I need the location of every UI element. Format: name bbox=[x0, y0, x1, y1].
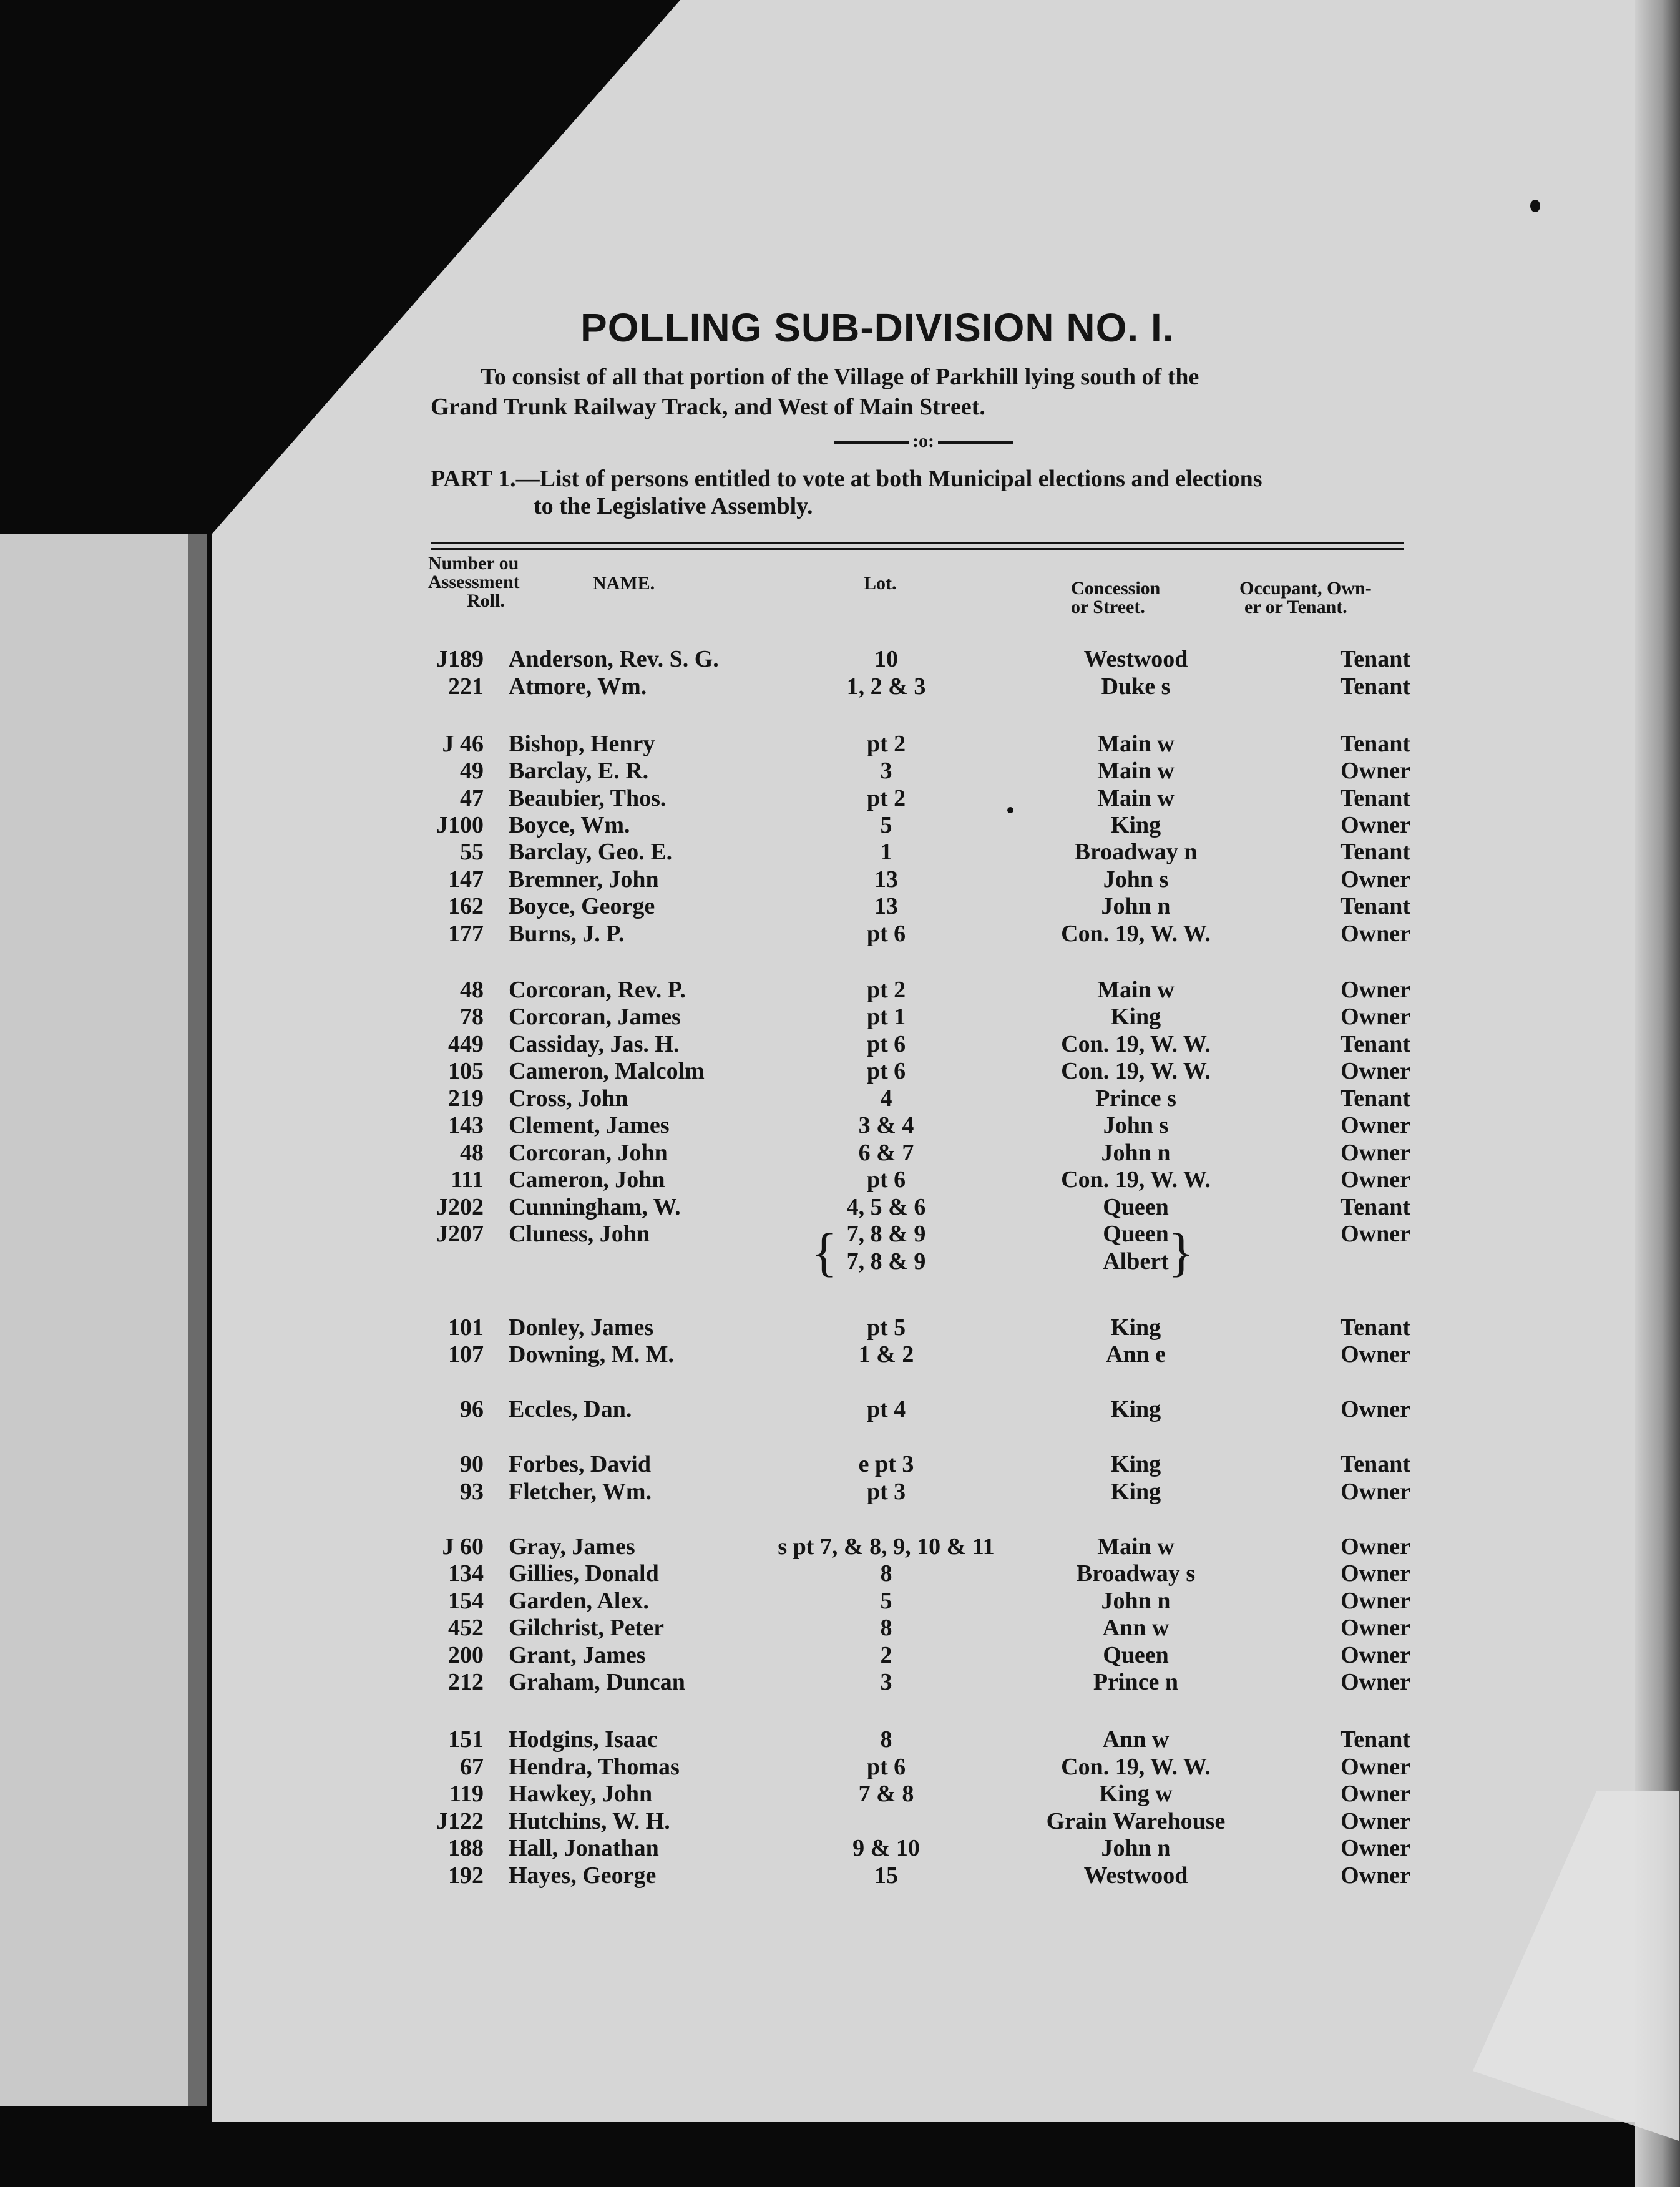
row-occupant: Tenant bbox=[1340, 893, 1410, 919]
row-lot: pt 4 bbox=[866, 1396, 906, 1422]
row-number: J122 bbox=[436, 1808, 484, 1834]
ink-speck bbox=[1530, 200, 1540, 212]
binding-edge bbox=[188, 534, 207, 2106]
row-occupant: Tenant bbox=[1340, 1085, 1410, 1112]
header-number-line-1: Number ou bbox=[428, 553, 519, 574]
row-occupant: Owner bbox=[1341, 1396, 1410, 1422]
row-concession: Main w bbox=[1097, 758, 1175, 784]
row-concession: Ann e bbox=[1105, 1341, 1166, 1367]
row-number: J207 bbox=[436, 1221, 484, 1247]
row-occupant: Owner bbox=[1341, 1479, 1410, 1505]
row-occupant: Owner bbox=[1341, 812, 1410, 838]
row-number: 47 bbox=[460, 785, 484, 811]
row-number: 151 bbox=[448, 1726, 484, 1753]
row-name: Hutchins, W. H. bbox=[509, 1808, 670, 1834]
row-concession: Con. 19, W. W. bbox=[1061, 1754, 1211, 1780]
part-heading bbox=[431, 465, 1423, 520]
row-name: Boyce, Wm. bbox=[509, 812, 630, 838]
row-name: Bremner, John bbox=[509, 866, 659, 893]
row-number: 48 bbox=[460, 977, 484, 1003]
row-lot: pt 6 bbox=[866, 1754, 906, 1780]
row-number: J189 bbox=[436, 646, 484, 672]
row-number: 177 bbox=[448, 921, 484, 947]
row-occupant: Owner bbox=[1341, 1588, 1410, 1614]
header-occupant-line-2: er or Tenant. bbox=[1244, 597, 1347, 617]
row-concession: Westwood bbox=[1083, 1862, 1188, 1889]
row-occupant: Owner bbox=[1341, 1167, 1410, 1193]
row-concession: Duke s bbox=[1101, 673, 1171, 700]
row-lot: 2 bbox=[880, 1642, 892, 1668]
row-lot: pt 5 bbox=[866, 1314, 906, 1341]
row-concession: Con. 19, W. W. bbox=[1061, 921, 1211, 947]
row-occupant: Owner bbox=[1341, 1754, 1410, 1780]
row-number: J 60 bbox=[442, 1534, 484, 1560]
row-number: 96 bbox=[460, 1396, 484, 1422]
header-concession bbox=[1071, 579, 1160, 617]
row-name: Hawkey, John bbox=[509, 1781, 653, 1807]
brace-right: } bbox=[1168, 1222, 1194, 1282]
row-occupant: Tenant bbox=[1340, 731, 1410, 757]
row-number: 48 bbox=[460, 1140, 484, 1166]
row-occupant: Owner bbox=[1341, 1669, 1410, 1695]
row-concession: King bbox=[1110, 1004, 1161, 1030]
row-lot: pt 6 bbox=[866, 1031, 906, 1057]
header-concession-line-1: Concession bbox=[1071, 578, 1161, 599]
row-name: Garden, Alex. bbox=[509, 1588, 649, 1614]
row-number: J 46 bbox=[442, 731, 484, 757]
row-number: 55 bbox=[460, 839, 484, 865]
row-concession: Queen bbox=[1103, 1642, 1169, 1668]
page-subtitle bbox=[431, 362, 1417, 422]
row-number: 192 bbox=[448, 1862, 484, 1889]
row-occupant: Owner bbox=[1341, 1781, 1410, 1807]
row-concession: King w bbox=[1099, 1781, 1173, 1807]
row-concession: Con. 19, W. W. bbox=[1061, 1167, 1211, 1193]
subtitle-line-1: To consist of all that portion of the Village of Parkhill lying south of the bbox=[481, 364, 1199, 390]
header-concession-line-2: or Street. bbox=[1071, 597, 1145, 617]
row-lot: 7 & 8 bbox=[858, 1781, 914, 1807]
row-lot: 3 bbox=[880, 1669, 892, 1695]
part-heading-line-2: to the Legislative Assembly. bbox=[534, 493, 813, 519]
row-name: Hendra, Thomas bbox=[509, 1754, 680, 1780]
row-lot: 3 & 4 bbox=[858, 1112, 914, 1138]
row-occupant: Tenant bbox=[1340, 1031, 1410, 1057]
row-lot: 1 & 2 bbox=[858, 1341, 914, 1367]
row-lot: pt 2 bbox=[866, 785, 906, 811]
row-lot: pt 6 bbox=[866, 1058, 906, 1084]
row-occupant: Tenant bbox=[1340, 1314, 1410, 1341]
row-concession: Broadway n bbox=[1074, 839, 1198, 865]
row-name: Forbes, David bbox=[509, 1451, 651, 1477]
row-concession: Queen bbox=[1103, 1194, 1169, 1220]
row-occupant: Owner bbox=[1341, 1140, 1410, 1166]
row-lot: pt 6 bbox=[866, 921, 906, 947]
row-name: Cunningham, W. bbox=[509, 1194, 681, 1220]
row-lot: pt 6 bbox=[866, 1167, 906, 1193]
row-number: 147 bbox=[448, 866, 484, 893]
back-sheet bbox=[0, 534, 206, 2106]
row-occupant: Tenant bbox=[1340, 673, 1410, 700]
row-lot: 9 & 10 bbox=[852, 1835, 920, 1861]
row-number: 188 bbox=[448, 1835, 484, 1861]
row-lot: 3 bbox=[880, 758, 892, 784]
row-number: 200 bbox=[448, 1642, 484, 1668]
row-name: Bishop, Henry bbox=[509, 731, 655, 757]
row-lot: pt 2 bbox=[866, 977, 906, 1003]
row-occupant: Owner bbox=[1341, 1642, 1410, 1668]
row-name: Clement, James bbox=[509, 1112, 670, 1138]
row-occupant: Owner bbox=[1341, 1560, 1410, 1587]
row-occupant: Owner bbox=[1341, 1862, 1410, 1889]
row-lot: 13 bbox=[874, 866, 898, 893]
row-name: Barclay, E. R. bbox=[509, 758, 649, 784]
double-rule-bottom bbox=[431, 548, 1404, 550]
row-name: Fletcher, Wm. bbox=[509, 1479, 652, 1505]
row-name: Hodgins, Isaac bbox=[509, 1726, 658, 1753]
row-concession: John n bbox=[1101, 1835, 1171, 1861]
row-number: 49 bbox=[460, 758, 484, 784]
row-occupant: Owner bbox=[1341, 1058, 1410, 1084]
row-lot: 13 bbox=[874, 893, 898, 919]
row-name: Gray, James bbox=[509, 1534, 635, 1560]
row-number: J202 bbox=[436, 1194, 484, 1220]
row-concession: Main w bbox=[1097, 977, 1175, 1003]
row-occupant: Tenant bbox=[1340, 1194, 1410, 1220]
row-concession: King bbox=[1110, 812, 1161, 838]
row-occupant: Tenant bbox=[1340, 785, 1410, 811]
row-name: Cassiday, Jas. H. bbox=[509, 1031, 680, 1057]
row-occupant: Owner bbox=[1341, 866, 1410, 893]
row-concession: Prince n bbox=[1093, 1669, 1179, 1695]
row-concession: Main w bbox=[1097, 731, 1175, 757]
row-occupant: Owner bbox=[1341, 1534, 1410, 1560]
row-name: Burns, J. P. bbox=[509, 921, 625, 947]
row-name: Graham, Duncan bbox=[509, 1669, 685, 1695]
row-lot: pt 2 bbox=[866, 731, 906, 757]
row-concession: King bbox=[1110, 1396, 1161, 1422]
row-occupant: Tenant bbox=[1340, 646, 1410, 672]
row-name: Anderson, Rev. S. G. bbox=[509, 646, 719, 672]
row-name: Cameron, Malcolm bbox=[509, 1058, 705, 1084]
row-lot: 7, 8 & 9 bbox=[846, 1248, 926, 1275]
row-name: Cameron, John bbox=[509, 1167, 665, 1193]
row-name: Boyce, George bbox=[509, 893, 655, 919]
row-name: Cluness, John bbox=[509, 1221, 650, 1247]
row-concession: Broadway s bbox=[1076, 1560, 1196, 1587]
row-lot: 15 bbox=[874, 1862, 898, 1889]
row-concession: King bbox=[1110, 1479, 1161, 1505]
row-concession: Westwood bbox=[1083, 646, 1188, 672]
row-number: 67 bbox=[460, 1754, 484, 1780]
row-lot: 8 bbox=[880, 1615, 892, 1641]
row-occupant: Owner bbox=[1341, 1808, 1410, 1834]
row-name: Atmore, Wm. bbox=[509, 673, 647, 700]
row-concession: Con. 19, W. W. bbox=[1061, 1058, 1211, 1084]
row-name: Downing, M. M. bbox=[509, 1341, 674, 1367]
row-number: 93 bbox=[460, 1479, 484, 1505]
row-concession: Ann w bbox=[1102, 1615, 1170, 1641]
row-lot: 7, 8 & 9 bbox=[846, 1221, 926, 1247]
row-concession: John n bbox=[1101, 893, 1171, 919]
row-occupant: Owner bbox=[1341, 1112, 1410, 1138]
row-name: Corcoran, John bbox=[509, 1140, 668, 1166]
row-name: Donley, James bbox=[509, 1314, 654, 1341]
row-occupant: Owner bbox=[1341, 1004, 1410, 1030]
row-name: Hayes, George bbox=[509, 1862, 657, 1889]
row-number: 219 bbox=[448, 1085, 484, 1112]
row-name: Corcoran, James bbox=[509, 1004, 681, 1030]
row-number: 134 bbox=[448, 1560, 484, 1587]
row-lot: pt 1 bbox=[866, 1004, 906, 1030]
header-lot: Lot. bbox=[864, 573, 897, 594]
row-number: 101 bbox=[448, 1314, 484, 1341]
brace-left: { bbox=[811, 1222, 838, 1282]
row-concession: King bbox=[1110, 1314, 1161, 1341]
row-number: 90 bbox=[460, 1451, 484, 1477]
row-concession: Con. 19, W. W. bbox=[1061, 1031, 1211, 1057]
row-lot: 8 bbox=[880, 1726, 892, 1753]
row-number: 212 bbox=[448, 1669, 484, 1695]
row-concession: John s bbox=[1103, 866, 1169, 893]
row-number: 107 bbox=[448, 1341, 484, 1367]
row-name: Corcoran, Rev. P. bbox=[509, 977, 686, 1003]
row-concession: John n bbox=[1101, 1140, 1171, 1166]
row-lot: 4 bbox=[880, 1085, 892, 1112]
row-number: 105 bbox=[448, 1058, 484, 1084]
separator-dash-left bbox=[834, 441, 909, 444]
row-lot: 10 bbox=[874, 646, 898, 672]
header-number-line-3: Roll. bbox=[467, 590, 505, 611]
double-rule-top bbox=[431, 542, 1404, 544]
row-number: J100 bbox=[436, 812, 484, 838]
row-occupant: Owner bbox=[1341, 1221, 1410, 1247]
row-number: 221 bbox=[448, 673, 484, 700]
row-number: 162 bbox=[448, 893, 484, 919]
separator-dash-right bbox=[938, 441, 1013, 444]
row-occupant: Tenant bbox=[1340, 1726, 1410, 1753]
row-lot: 8 bbox=[880, 1560, 892, 1587]
row-lot: 1 bbox=[880, 839, 892, 865]
row-lot: s pt 7, & 8, 9, 10 & 11 bbox=[778, 1534, 995, 1560]
part-heading-line-1: PART 1.—List of persons entitled to vote at both Municipal elections and elections bbox=[431, 466, 1262, 492]
header-number bbox=[428, 554, 520, 610]
row-name: Hall, Jonathan bbox=[509, 1835, 659, 1861]
subtitle-line-2: Grand Trunk Railway Track, and West of Main Street. bbox=[431, 394, 985, 420]
row-number: 143 bbox=[448, 1112, 484, 1138]
header-number-line-2: Assessment bbox=[428, 572, 520, 592]
row-occupant: Owner bbox=[1341, 758, 1410, 784]
row-concession: Main w bbox=[1097, 1534, 1175, 1560]
row-number: 111 bbox=[451, 1167, 484, 1193]
row-lot: 1, 2 & 3 bbox=[846, 673, 926, 700]
row-concession: King bbox=[1110, 1451, 1161, 1477]
row-name: Beaubier, Thos. bbox=[509, 785, 667, 811]
row-occupant: Tenant bbox=[1340, 1451, 1410, 1477]
row-name: Cross, John bbox=[509, 1085, 628, 1112]
row-lot: 5 bbox=[880, 812, 892, 838]
row-concession: John n bbox=[1101, 1588, 1171, 1614]
header-occupant bbox=[1239, 579, 1372, 617]
row-occupant: Owner bbox=[1341, 977, 1410, 1003]
row-name: Eccles, Dan. bbox=[509, 1396, 632, 1422]
row-number: 452 bbox=[448, 1615, 484, 1641]
row-name: Barclay, Geo. E. bbox=[509, 839, 673, 865]
row-lot: 4, 5 & 6 bbox=[846, 1194, 926, 1220]
row-occupant: Owner bbox=[1341, 1835, 1410, 1861]
row-number: 119 bbox=[449, 1781, 484, 1807]
row-number: 154 bbox=[448, 1588, 484, 1614]
row-concession: Grain Warehouse bbox=[1046, 1808, 1226, 1834]
row-concession: Queen bbox=[1103, 1221, 1169, 1247]
row-concession: John s bbox=[1103, 1112, 1169, 1138]
page-title: POLLING SUB-DIVISION NO. I. bbox=[580, 305, 1175, 350]
header-occupant-line-1: Occupant, Own- bbox=[1239, 578, 1372, 599]
row-concession: Ann w bbox=[1102, 1726, 1170, 1753]
row-occupant: Owner bbox=[1341, 1341, 1410, 1367]
row-lot: 6 & 7 bbox=[858, 1140, 914, 1166]
row-concession: Prince s bbox=[1095, 1085, 1176, 1112]
row-number: 449 bbox=[448, 1031, 484, 1057]
row-name: Gilchrist, Peter bbox=[509, 1615, 665, 1641]
row-name: Grant, James bbox=[509, 1642, 646, 1668]
header-name: NAME. bbox=[593, 573, 655, 594]
row-name: Gillies, Donald bbox=[509, 1560, 659, 1587]
row-lot: e pt 3 bbox=[858, 1451, 914, 1477]
row-lot: pt 3 bbox=[866, 1479, 906, 1505]
row-concession: Main w bbox=[1097, 785, 1175, 811]
separator-label: :o: bbox=[912, 431, 934, 451]
row-lot: 5 bbox=[880, 1588, 892, 1614]
separator bbox=[830, 431, 1017, 452]
row-occupant: Tenant bbox=[1340, 839, 1410, 865]
row-concession: Albert bbox=[1103, 1248, 1169, 1275]
row-occupant: Owner bbox=[1341, 921, 1410, 947]
row-number: 78 bbox=[460, 1004, 484, 1030]
row-occupant: Owner bbox=[1341, 1615, 1410, 1641]
